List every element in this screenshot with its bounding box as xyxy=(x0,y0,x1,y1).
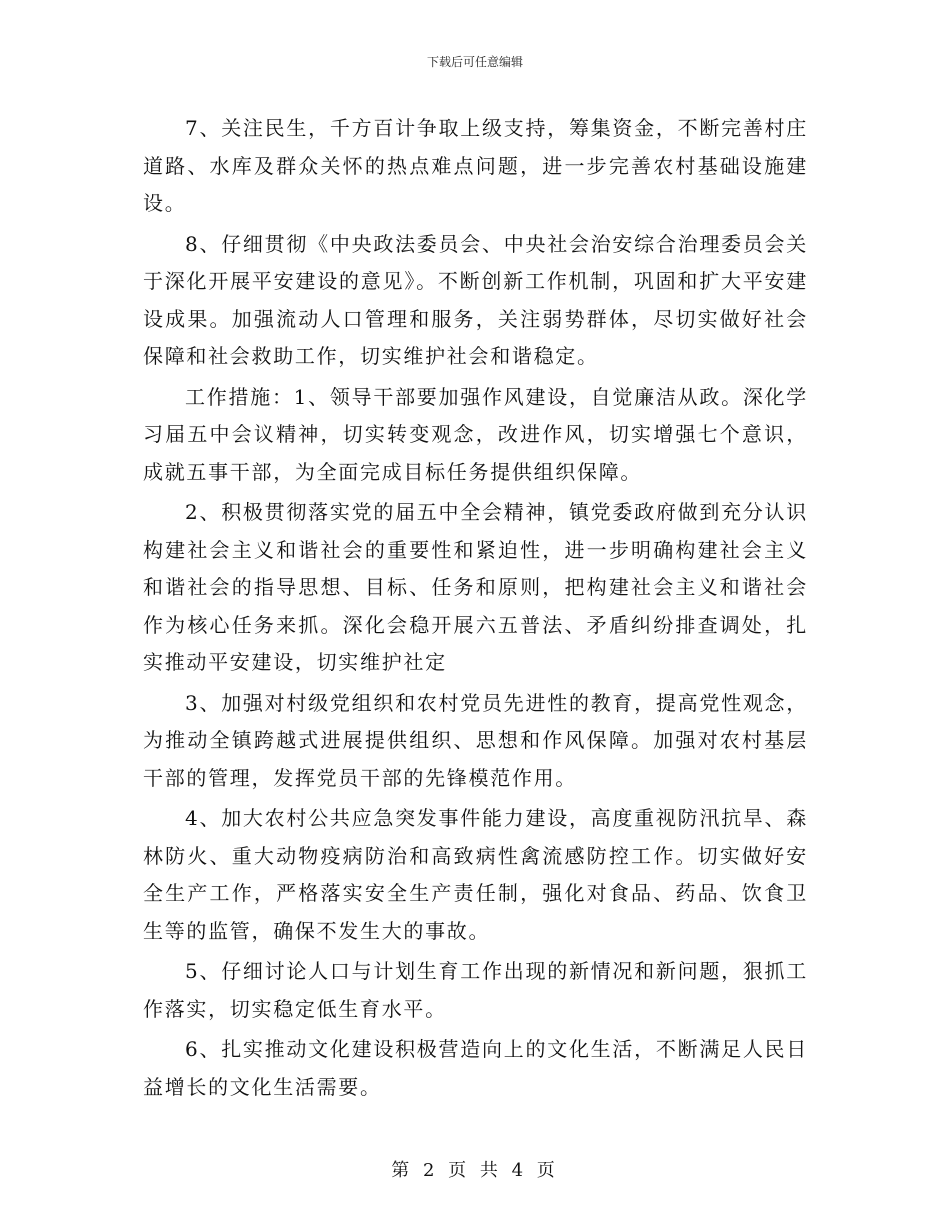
paragraph-measures-3: 3、加强对村级党组织和农村党员先进性的教育，提高党性观念，为推动全镇跨越式进展提供组织、思想和作风保障。加强对农村基层干部的管理，发挥党员干部的先锋模范作用。 xyxy=(143,690,808,790)
paragraph-item-8: 8、仔细贯彻《中央政法委员会、中央社会治安综合治理委员会关于深化开展平安建设的意见》。不断创新工作机制，巩固和扩大平安建设成果。加强流动人口管理和服务，关注弱势群体，尽切实做好社会保障和社会救助工作，切实维护社会和谐稳定。 xyxy=(143,231,808,368)
paragraph-measures-4: 4、加大农村公共应急突发事件能力建设，高度重视防汛抗旱、森林防火、重大动物疫病防治和高致病性禽流感防控工作。切实做好安全生产工作，严格落实安全生产责任制，强化对食品、药品、饮食卫生等的监管，确保不发生大的事故。 xyxy=(143,806,808,943)
page-header-note: 下载后可任意编辑 xyxy=(426,55,523,69)
paragraph-measures-5: 5、仔细讨论人口与计划生育工作出现的新情况和新问题，狠抓工作落实，切实稳定低生育水平。 xyxy=(143,959,808,1021)
paragraph-measures-6: 6、扎实推动文化建设积极营造向上的文化生活，不断满足人民日益增长的文化生活需要。 xyxy=(143,1037,808,1099)
document-body xyxy=(143,110,808,1106)
page-number-footer: 第 2 页 共 4 页 xyxy=(391,1160,559,1181)
paragraph-item-7: 7、关注民生，千方百计争取上级支持，筹集资金，不断完善村庄道路、水库及群众关怀的热点难点问题，进一步完善农村基础设施建设。 xyxy=(143,116,808,215)
paragraph-measures-1: 工作措施：1、领导干部要加强作风建设，自觉廉洁从政。深化学习届五中会议精神，切实转变观念，改进作风，切实增强七个意识，成就五事干部，为全面完成目标任务提供组织保障。 xyxy=(143,384,808,484)
paragraph-measures-2: 2、积极贯彻落实党的届五中全会精神，镇党委政府做到充分认识构建社会主义和谐社会的重要性和紧迫性，进一步明确构建社会主义和谐社会的指导思想、目标、任务和原则，把构建社会主义和谐社会作为核心任务来抓。深化会稳开展六五普法、矛盾纠纷排查调处，扎实推动平安建设，切实维护社定 xyxy=(143,500,808,674)
